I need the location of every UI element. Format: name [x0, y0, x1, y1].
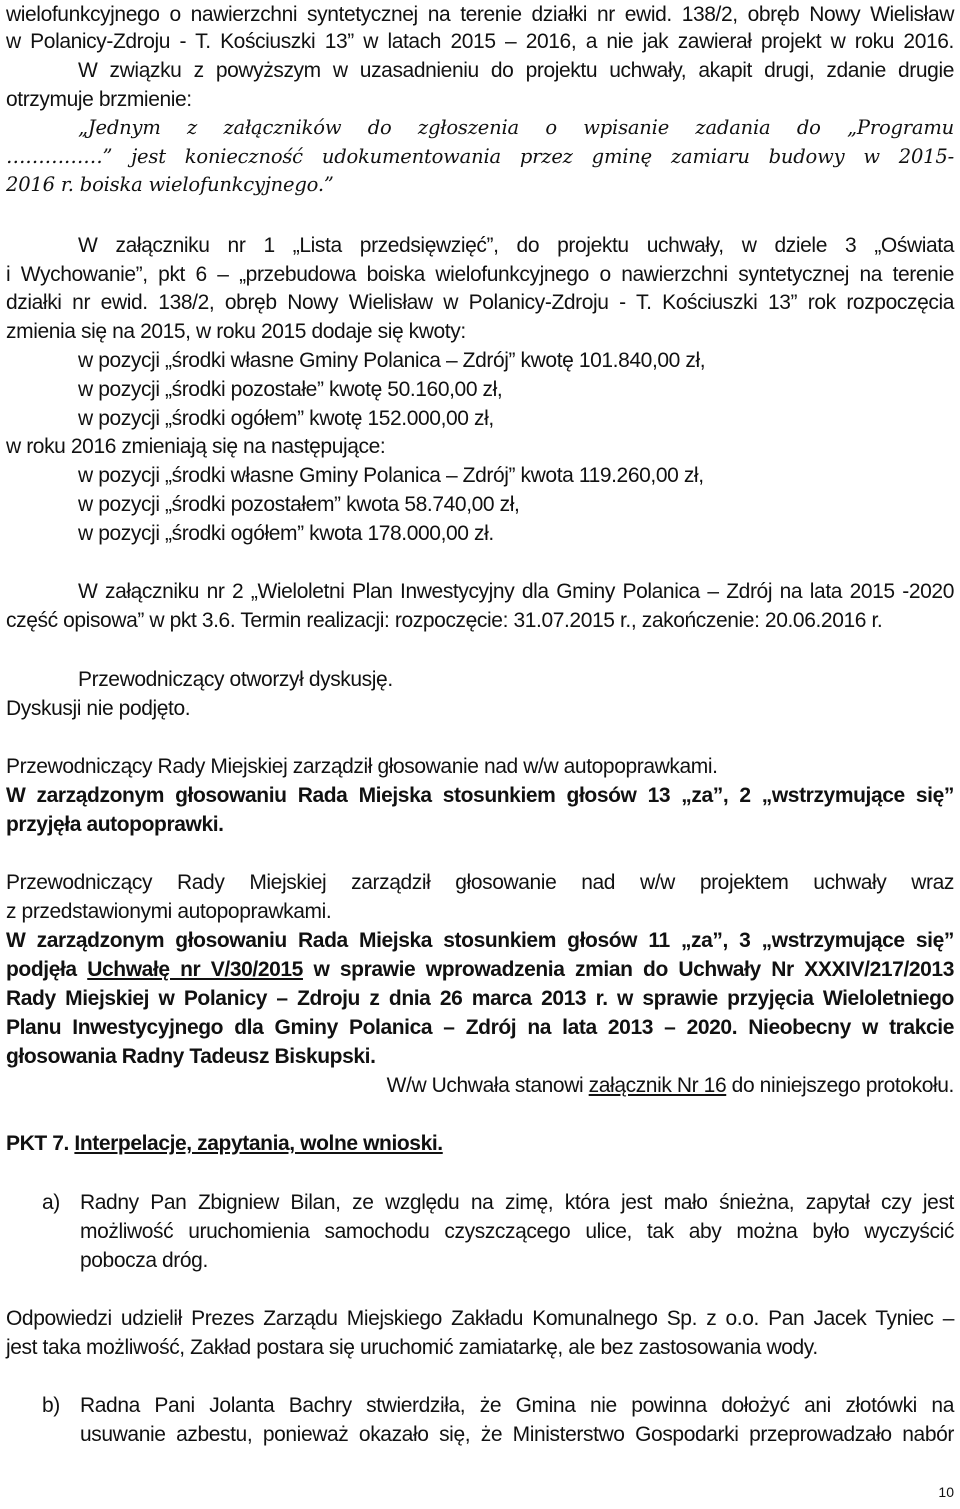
paragraph-line: zmienia się na 2015, w roku 2015 dodaje się kwoty:: [6, 320, 466, 343]
quoted-text-line: ……………” jest konieczność udokumentowania przez gminę zamiaru budowy w 2015-: [6, 145, 954, 168]
list-marker: b): [42, 1394, 60, 1417]
paragraph-line: część opisowa” w pkt 3.6. Termin realizacji: rozpoczęcie: 31.07.2015 r., zakończenie: 20.06.2016 r.: [6, 609, 883, 632]
section-heading: [6, 1129, 954, 1158]
amount-line: w pozycji „środki pozostałem” kwota 58.740,00 zł,: [78, 493, 520, 516]
list-item-line: pobocza dróg.: [80, 1249, 208, 1272]
paragraph-line: Dyskusji nie podjęto.: [6, 697, 191, 720]
attachment-note: [387, 1071, 954, 1100]
quoted-text-line: „Jednym z załączników do zgłoszenia o wpisanie zadania do „Programu: [78, 116, 954, 139]
vote-text: w sprawie wprowadzenia zmian do Uchwały Nr XXXIV/217/2013: [302, 958, 954, 981]
paragraph-line: jest taka możliwość, Zakład postara się uruchomić zamiatarkę, ale bez zastosowania wody.: [6, 1336, 818, 1359]
paragraph-line: W załączniku nr 1 „Lista przedsięwzięć”, do projektu uchwały, w dziele 3 „Oświata: [78, 234, 954, 257]
section-number: PKT 7.: [6, 1132, 75, 1155]
vote-result-line: głosowania Radny Tadeusz Biskupski.: [6, 1045, 376, 1068]
vote-result-line: W zarządzonym głosowaniu Rada Miejska stosunkiem głosów 13 „za”, 2 „wstrzymujące się”: [6, 784, 954, 807]
vote-result-line: [6, 955, 954, 984]
resolution-link[interactable]: Uchwałę nr V/30/2015: [87, 958, 303, 981]
paragraph-line: Przewodniczący Rady Miejskiej zarządził głosowanie nad w/w projektem uchwały wraz: [6, 871, 954, 894]
paragraph-line: otrzymuje brzmienie:: [6, 88, 192, 111]
paragraph-line: z przedstawionymi autopoprawkami.: [6, 900, 332, 923]
quoted-text-line: 2016 r. boiska wielofunkcyjnego.”: [6, 173, 334, 196]
paragraph-line: Przewodniczący Rady Miejskiej zarządził głosowanie nad w/w autopoprawkami.: [6, 755, 718, 778]
page-number: 10: [938, 1484, 954, 1500]
paragraph-line: w Polanicy-Zdroju - T. Kościuszki 13” w latach 2015 – 2016, a nie jak zawierał projekt w roku 2016.: [6, 30, 954, 53]
list-item-line: możliwość uruchomienia samochodu czyszczącego ulice, tak aby można było wyczyścić: [80, 1220, 954, 1243]
list-item-line: Radny Pan Zbigniew Bilan, ze względu na zimę, która jest mało śnieżna, zapytał czy jest: [80, 1191, 954, 1214]
note-text: do niniejszego protokołu.: [726, 1074, 954, 1097]
paragraph-line: wielofunkcyjnego o nawierzchni syntetycznej na terenie działki nr ewid. 138/2, obręb Nowy Wielisław: [6, 3, 954, 26]
list-marker: a): [42, 1191, 60, 1214]
amount-line: w pozycji „środki własne Gminy Polanica – Zdrój” kwotę 101.840,00 zł,: [78, 349, 706, 372]
vote-text: podjęła: [6, 958, 88, 981]
note-text: W/w Uchwała stanowi: [386, 1074, 589, 1097]
paragraph-line: Przewodniczący otworzył dyskusję.: [78, 668, 393, 691]
paragraph-line: w roku 2016 zmieniają się na następujące:: [6, 435, 386, 458]
list-item-line: Radna Pani Jolanta Bachry stwierdziła, że Gmina nie powinna dołożyć ani złotówki na: [80, 1394, 954, 1417]
amount-line: w pozycji „środki ogółem” kwota 178.000,00 zł.: [78, 522, 494, 545]
vote-result-line: przyjęła autopoprawki.: [6, 813, 224, 836]
vote-result-line: Planu Inwestycyjnego dla Gminy Polanica – Zdrój na lata 2013 – 2020. Nieobecny w trakcie: [6, 1016, 954, 1039]
paragraph-line: W związku z powyższym w uzasadnieniu do projektu uchwały, akapit drugi, zdanie drugie: [78, 59, 954, 82]
paragraph-line: i Wychowanie”, pkt 6 – „przebudowa boiska wielofunkcyjnego o nawierzchni syntetycznej na terenie: [6, 263, 954, 286]
vote-result-line: Rady Miejskiej w Polanicy – Zdroju z dnia 26 marca 2013 r. w sprawie przyjęcia Wieloletniego: [6, 987, 954, 1010]
paragraph-line: W załączniku nr 2 „Wieloletni Plan Inwestycyjny dla Gminy Polanica – Zdrój na lata 2015 -2020: [78, 580, 954, 603]
amount-line: w pozycji „środki pozostałe” kwotę 50.160,00 zł,: [78, 378, 503, 401]
list-item-line: usuwanie azbestu, ponieważ okazało się, że Ministerstwo Gospodarki przeprowadzało nabór: [80, 1423, 954, 1446]
paragraph-line: Odpowiedzi udzielił Prezes Zarządu Miejskiego Zakładu Komunalnego Sp. z o.o. Pan Jacek Tyniec –: [6, 1307, 954, 1330]
amount-line: w pozycji „środki własne Gminy Polanica – Zdrój” kwota 119.260,00 zł,: [78, 464, 704, 487]
section-title: Interpelacje, zapytania, wolne wnioski.: [74, 1132, 443, 1155]
paragraph-line: działki nr ewid. 138/2, obręb Nowy Wielisław w Polanicy-Zdroju - T. Kościuszki 13” rok rozpoczęcia: [6, 291, 954, 314]
vote-result-line: W zarządzonym głosowaniu Rada Miejska stosunkiem głosów 11 „za”, 3 „wstrzymujące się”: [6, 929, 954, 952]
amount-line: w pozycji „środki ogółem” kwotę 152.000,00 zł,: [78, 407, 494, 430]
attachment-link[interactable]: załącznik Nr 16: [588, 1074, 727, 1097]
